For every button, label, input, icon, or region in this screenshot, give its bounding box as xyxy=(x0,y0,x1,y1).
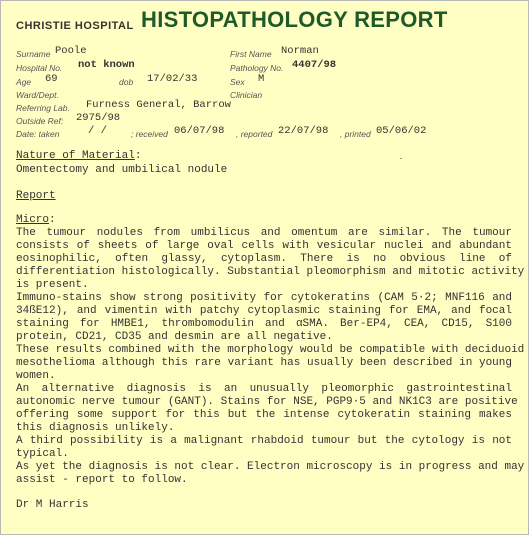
pathology-no-label: Pathology No. xyxy=(230,63,284,73)
hospital-no-label: Hospital No. xyxy=(16,63,63,73)
report-line: assist - report to follow. xyxy=(16,474,188,486)
outside-ref-value: 2975/98 xyxy=(76,112,121,124)
signature: Dr M Harris xyxy=(16,499,89,511)
report-line: The tumour nodules from umbilicus and omentum are similar. The tumour xyxy=(16,227,512,239)
printed-label: , printed xyxy=(340,129,371,139)
material-heading xyxy=(16,150,141,162)
report-line: typical. xyxy=(16,448,69,460)
micro-heading xyxy=(16,214,56,226)
report-line: women. xyxy=(16,370,56,382)
clinician-label: Clinician xyxy=(230,90,263,100)
sex-label: Sex xyxy=(230,77,245,87)
material-heading-text: Nature of Material xyxy=(16,150,135,162)
report-line: autonomic nerve tumour (GANT). Stains for NSE, PGP9·5 and NK1C3 are positive xyxy=(16,396,518,408)
report-line: this diagnosis unlikely. xyxy=(16,422,175,434)
reported-value: 22/07/98 xyxy=(278,125,329,137)
age-value: 69 xyxy=(45,73,58,85)
date-taken-label: Date: taken xyxy=(16,129,60,139)
report-line: differentiation histologically. Substantial pleomorphism and mitotic activity xyxy=(16,266,525,278)
date-taken-value: / / xyxy=(88,125,107,137)
hospital-name: CHRISTIE HOSPITAL xyxy=(16,20,134,32)
material-text: Omentectomy and umbilical nodule xyxy=(16,164,228,176)
ward-label: Ward/Dept. xyxy=(16,90,59,100)
received-value: 06/07/98 xyxy=(174,125,225,137)
report-heading: Report xyxy=(16,190,56,202)
report-line: staining for HMBE1, thrombomodulin and αSMA. Ber-EP4, CEA, CD15, S100 xyxy=(16,318,512,330)
surname-label: Surname xyxy=(16,49,51,59)
pathology-no-value: 4407/98 xyxy=(292,59,337,71)
report-line: protein, CD21, CD35 and desmin are all negative. xyxy=(16,331,333,343)
first-name-value: Norman xyxy=(281,45,319,57)
report-line: A third possibility is a malignant rhabdoid tumour but the cytology is not xyxy=(16,435,512,447)
speck-mark xyxy=(400,158,402,159)
dob-value: 17/02/33 xyxy=(147,73,198,85)
referring-value: Furness General, Barrow xyxy=(86,99,231,111)
report-line: Immuno-stains show strong positivity for cytokeratins (CAM 5·2; MNF116 and xyxy=(16,292,512,304)
surname-value: Poole xyxy=(55,45,87,57)
sex-value: M xyxy=(258,73,265,85)
reported-label: , reported xyxy=(236,129,273,139)
report-line: offering some support for this but the intense cytokeratin staining makes xyxy=(16,409,512,421)
outside-ref-label: Outside Ref: xyxy=(16,116,64,126)
report-line: eosinophilic, often glassy, cytoplasm. There is no obvious line of xyxy=(16,253,512,265)
report-title: HISTOPATHOLOGY REPORT xyxy=(141,7,448,32)
report-line: These results combined with the morphology would be compatible with deciduoid xyxy=(16,344,525,356)
report-line: mesothelioma although this rare variant has usually been described in young xyxy=(16,357,512,369)
dob-label: dob xyxy=(119,77,134,87)
report-line: As yet the diagnosis is not clear. Electron microscopy is in progress and may xyxy=(16,461,525,473)
report-line: 34ßE12), and vimentin with patchy cytoplasmic staining for EMA, and focal xyxy=(16,305,512,317)
age-label: Age xyxy=(16,77,32,87)
received-label: ; received xyxy=(131,129,168,139)
report-line: consists of sheets of large oval cells with vesicular nuclei and abundant xyxy=(16,240,512,252)
micro-heading-colon: : xyxy=(49,214,56,226)
micro-heading-text: Micro xyxy=(16,214,50,226)
material-heading-colon: : xyxy=(134,150,142,162)
first-name-label: First Name xyxy=(230,49,272,59)
referring-label: Referring Lab. xyxy=(16,103,70,113)
report-line: is present. xyxy=(16,279,89,291)
report-line: An alternative diagnosis is an unusually pleomorphic gastrointestinal xyxy=(16,383,512,395)
printed-value: 05/06/02 xyxy=(376,125,427,137)
hospital-no-value: not known xyxy=(78,59,135,71)
